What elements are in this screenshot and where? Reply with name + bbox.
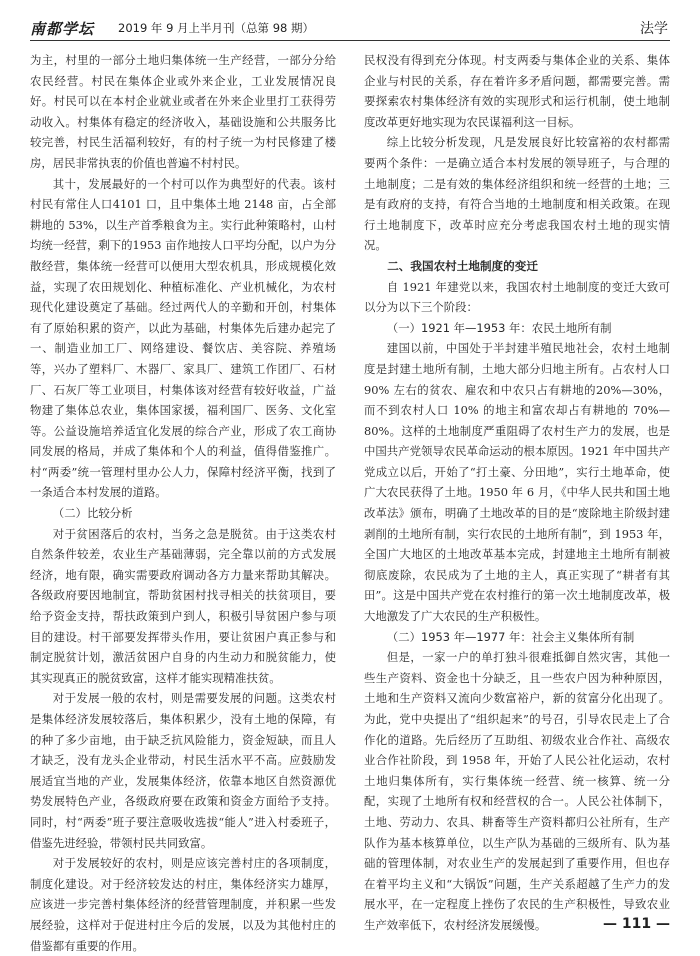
header-rule <box>30 40 670 41</box>
paragraph: 对于贫困落后的农村，当务之急是脱贫。由于这类农村自然条件较差，农业生产基础薄弱，完全靠以前的方式发展经济，地有限，确实需要政府调动各方力量来帮助其解决。各级政府要因地制宜，帮助贫困村找寻相关的扶贫项目，要给予资金支持，帮扶政策到户到人，积极引导贫困户参与项目的建设。村干部要发挥带头作用，要让贫困户真正参与和制定脱贫计划，激活贫困户自身的内生动力和脱贫能力，使其实现真正的脱贫致富，这样才能实现精准扶贫。 <box>30 526 336 685</box>
issue-info: 2019 年 9 月上半月刊（总第 98 期） <box>118 21 314 35</box>
subsection-heading: （一）1921 年—1953 年：农民土地所有制 <box>386 320 612 335</box>
page-number: — 111 — <box>603 916 670 932</box>
paragraph: 自 1921 年建党以来，我国农村土地制度的变迁大致可以分为以下三个阶段： <box>364 279 670 315</box>
paragraph: 为主，村里的一部分土地归集体统一生产经营，一部分分给农民经营。村民在集体企业或外来企业，工业发展情况良好。村民可以在本村企业就业或者在外来企业里打工获得劳动收入。村集体有稳定的经济收入，基础设施和公共服务比较完善，村民生活福利较好，有的村子统一为村民修建了楼房，居民非常执衷的价值也普遍不村村民。 <box>30 53 336 170</box>
paragraph: 民权没有得到充分体现。村支两委与集体企业的关系、集体企业与村民的关系，存在着许多矛盾问题，都需要完善。需要探索农村集体经济有效的实现形式和运行机制，使土地制度改革更好地实现为农民谋福利这一目标。 <box>364 53 670 129</box>
paragraph: 对于发展一般的农村，则是需要发展的问题。这类农村是集体经济发展较落后，集体积累少，没有土地的保障，有的种了多少亩地，由于缺乏抗风险能力，资金短缺，而且人才缺乏，没有龙头企业带动，村民生活水平不高。应鼓励发展适宜当地的产业，发展集体经济，依靠本地区自然资源优势发展特色产业，各级政府要在政策和资金方面给予支持。同时，村“两委”班子要注意吸收选拔“能人”进入村委班子，借鉴先进经验，带领村民共同致富。 <box>30 691 336 850</box>
paragraph: 综上比较分析发现，凡是发展良好比较富裕的农村都需要两个条件：一是确立适合本村发展的领导班子，与合理的土地制度；二是有效的集体经济组织和统一经营的土地；三是有政府的支持，有符合当地的土地制度和相关政策。在现行土地制度下，改革时应充分考虑我国农村土地的现实情况。 <box>364 135 670 253</box>
running-header <box>30 10 670 40</box>
paragraph: 对于发展较好的农村，则是应该完善村庄的各项制度，制度化建设。对于经济较发达的村庄，集体经济实力雄厚，应该进一步完善村集体经济的经营管理制度，并积累一些发展经验，这样对于促进村庄今后的发展，以及为其他村庄的借鉴都有重要的作用。 <box>30 856 336 953</box>
left-column <box>30 50 336 956</box>
journal-logo: 南都学坛 <box>30 20 95 38</box>
section-label: 法学 <box>640 21 668 37</box>
subsection-heading: （二）1953 年—1977 年：社会主义集体所有制 <box>386 629 635 644</box>
paragraph: 建国以前，中国处于半封建半殖民地社会，农村土地制度是封建土地所有制，土地大部分归地主所有。占农村人口 90% 左右的贫农、雇农和中农只占有耕地的20%—30%，而不到农村人口 10% 的地主和富农却占有耕地的 70%—80%。这样的土地制度严重阻碍了农村生产力的发展，也是中国共产党领导农民革命运动的根本原因。1921 年中国共产党成立以后，开始了“打土豪、分田地”，实行土地革命，使广大农民获得了土地。1950 年 6 月，《中华人民共和国土地改革法》颁布，明确了土地改革的目的是“废除地主阶级封建剥削的土地所有制，实行农民的土地所有制”，到 1953 年，全国广大地区的土地改革基本完成，封建地主土地所有制被彻底废除，农民成为了土地的主人，真正实现了“耕者有其田”。这是中国共产党在农村推行的第一次土地制度改革，极大地激发了广大农民的生产积极性。 <box>364 341 670 624</box>
right-column <box>364 50 670 936</box>
paragraph: 其十，发展最好的一个村可以作为典型好的代表。该村村民有常住人口4101 口，且中集体土地 2148 亩，占全部耕地的 53%，以生产首季粮食为主。实行此种策略村，山村均统一经营，剩下的1953 亩作地按人口平均分配，以户为分散经营，集体统一经营可以便用大型农机具，形成规模化效益，实现了农田规划化、种植标准化、产业机械化，为农村现代化建设奠定了基础。经过两代人的辛勤和开创，村集体有了原始积累的资产，以此为基础，村集体先后建办起完了一、制造业加工厂、网络建设、餐饮店、美容院、养殖场等，兴办了塑料厂、木器厂、家具厂、建筑工作团厂、石材厂、石灰厂等工业项目，村集体该对经营有较好收益，广益物建了集体总农业，集体国家援，福利国厂、医务、文化室等。公益设施培养适宜化发展的综合产业，形成了农工商协同发展的格局，并成了集体和个人的利益，值得借鉴推广。村“两委”统一管理村里办公人力，保障村经济平衡，找到了一条适合本村发展的道路。 <box>30 176 336 500</box>
subsection-heading: （二）比较分析 <box>52 506 133 521</box>
paragraph: 但是，一家一户的单打独斗很难抵御自然灾害，其他一些生产资料、资金也十分缺乏，且一些农户因为种种原因，土地和生产资料又流向少数富裕户，新的贫富分化出现了。为此，党中央提出了“组织起来”的号召，引导农民走上了合作化的道路。先后经历了互助组、初级农业合作社、高级农业合作社阶段，到 1958 年，开始了人民公社化运动，农村土地归集体所有，实行集体统一经营、统一核算、统一分配，实现了土地所有权和经营权的合一。人民公社体制下，土地、劳动力、农具、耕畜等生产资料都归公社所有，生产队作为基本核算单位，以生产队为基础的三级所有、队为基础的管理体制，对农业生产的发展起到了重要作用，但也存在着平均主义和“大锅饭”问题，生产关系超越了生产力的发展水平，在一定程度上挫伤了农民的生产积极性，导致农业生产效率低下，农村经济发展缓慢。 <box>364 650 670 932</box>
section-heading: 二、我国农村土地制度的变迁 <box>387 258 538 273</box>
